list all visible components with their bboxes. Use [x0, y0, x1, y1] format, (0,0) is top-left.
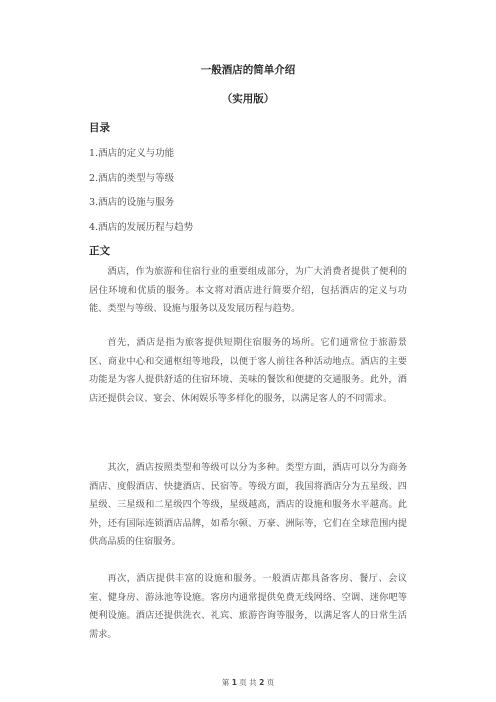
page-footer	[0, 677, 496, 688]
toc-heading: 目录	[89, 122, 110, 134]
body-paragraph: 其次，酒店按照类型和等级可以分为多种。类型方面，酒店可以分为商务酒店、度假酒店、快捷酒店、民宿等。等级方面，我国将酒店分为五星级、四星级、三星级和二星级四个等级，星级越高，酒店的设施和服务水平越高。此外，还有国际连锁酒店品牌，如希尔顿、万豪、洲际等，它们在全球范围内提供高品质的住宿服务。	[89, 462, 407, 547]
toc-item: 4.酒店的发展历程与趋势	[89, 222, 194, 233]
footer-current-page: 1	[231, 678, 237, 687]
body-heading: 正文	[89, 245, 110, 257]
body-paragraph: 酒店，作为旅游和住宿行业的重要组成部分，为广大消费者提供了便利的居住环境和优质的服务。本文将对酒店进行简要介绍，包括酒店的定义与功能、类型与等级、设施与服务以及发展历程与趋势。	[89, 266, 407, 314]
document-title: 一般酒店的简单介绍	[200, 64, 296, 76]
toc-item: 1.酒店的定义与功能	[89, 148, 175, 159]
footer-suffix: 页	[266, 678, 275, 687]
body-paragraph: 首先，酒店是指为旅客提供短期住宿服务的场所。它们通常位于旅游景区、商业中心和交通枢纽等地段，以便于客人前往各种活动地点。酒店的主要功能是为客人提供舒适的住宿环境、美味的餐饮和便捷的交通服务。此外，酒店还提供会议、宴会、休闲娱乐等多样化的服务，以满足客人的不同需求。	[89, 337, 407, 404]
footer-total-pages: 2	[259, 678, 265, 687]
footer-middle: 页 共	[239, 678, 257, 687]
footer-prefix: 第	[221, 678, 230, 687]
document-subtitle: （实用版）	[221, 93, 275, 105]
toc-item: 2.酒店的类型与等级	[89, 173, 175, 184]
toc-item: 3.酒店的设施与服务	[89, 197, 175, 208]
body-paragraph: 再次，酒店提供丰富的设施和服务。一般酒店都具备客房、餐厅、会议室、健身房、游泳池等设施。客房内通常提供免费无线网络、空调、迷你吧等便利设施。酒店还提供洗衣、礼宾、旅游咨询等服务，以满足客人的日常生活需求。	[89, 573, 407, 640]
